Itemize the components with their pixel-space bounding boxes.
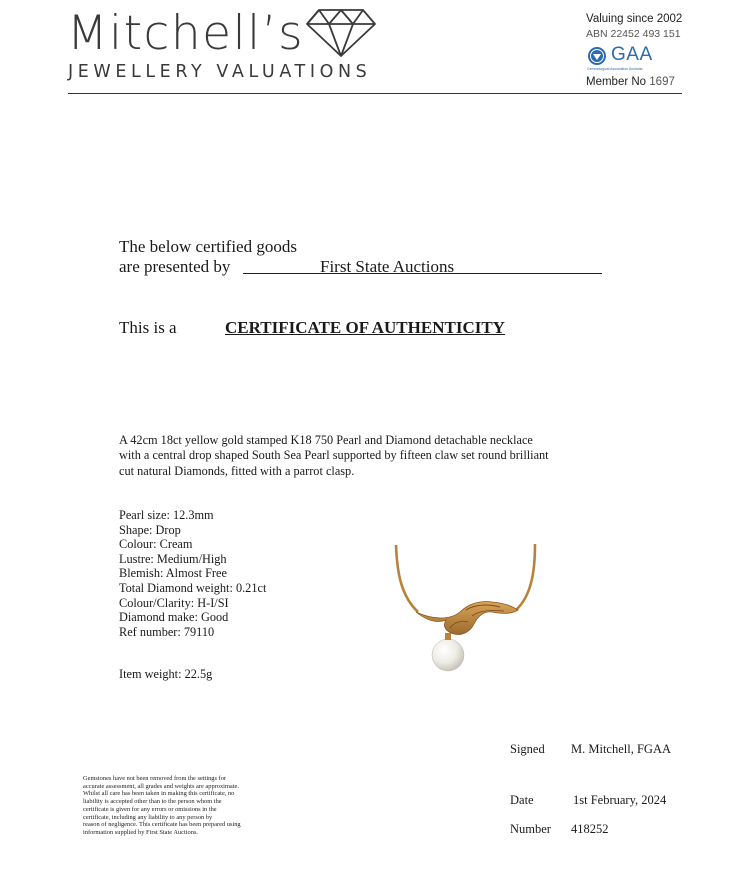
- diamond-logo-icon: [305, 8, 377, 58]
- date-value: 1st February, 2024: [573, 793, 667, 807]
- spec-colour-clarity: Colour/Clarity: H-I/SI: [119, 595, 229, 610]
- member-label: Member No: [586, 76, 650, 88]
- signed-value: M. Mitchell, FGAA: [571, 742, 671, 756]
- disclaimer-line: Gemstones have not been removed from the settings for: [83, 775, 227, 782]
- spec-ref-number: Ref number: 79110: [119, 624, 215, 639]
- member-number: [586, 76, 675, 88]
- disclaimer-line: information supplied by First State Auctions.: [83, 828, 199, 836]
- certificate-title: CERTIFICATE OF AUTHENTICITY: [225, 318, 505, 337]
- necklace-photo: [388, 540, 548, 680]
- intro-line-2: are presented by: [119, 257, 231, 276]
- date-label: Date: [510, 793, 534, 807]
- abn-number: ABN 22452 493 151: [586, 28, 681, 40]
- spec-diamond-weight: Total Diamond weight: 0.21ct: [119, 580, 267, 595]
- number-value: 418252: [571, 822, 609, 836]
- header-divider: [68, 93, 682, 94]
- presenter-name: First State Auctions: [320, 257, 455, 276]
- gaa-logo-text: GAA: [611, 44, 653, 65]
- spec-blemish: Blemish: Almost Free: [119, 566, 227, 581]
- brand-subtitle: JEWELLERY VALUATIONS: [68, 62, 372, 82]
- valuing-since: Valuing since 2002: [586, 13, 683, 25]
- disclaimer: [83, 775, 323, 837]
- member-number-value: 1697: [649, 76, 675, 88]
- disclaimer-line: liability is accepted other than to the person whom the: [83, 798, 222, 806]
- description-line: cut natural Diamonds, fitted with a parrot clasp.: [119, 463, 355, 478]
- brand-name: Mitchell’s: [67, 6, 305, 61]
- intro-line-1: The below certified goods: [119, 237, 297, 256]
- spec-diamond-make: Diamond make: Good: [119, 610, 229, 625]
- spec-colour: Colour: Cream: [119, 537, 193, 552]
- gaa-emblem-icon: [587, 46, 607, 66]
- disclaimer-line: reason of negligence. This certificate has been prepared using: [83, 821, 241, 829]
- item-description: [119, 433, 619, 479]
- disclaimer-line: accurate assessment, all grades and weights are approximate.: [83, 782, 239, 790]
- spec-lustre: Lustre: Medium/High: [119, 551, 227, 566]
- disclaimer-line: Whilst all care has been taken in making this certificate, no: [83, 790, 235, 798]
- disclaimer-line: certificate, including any liability to any person by: [83, 813, 213, 821]
- description-line: A 42cm 18ct yellow gold stamped K18 750 Pearl and Diamond detachable necklace: [119, 433, 533, 447]
- spec-pearl-size: Pearl size: 12.3mm: [119, 508, 214, 522]
- spec-shape: Shape: Drop: [119, 522, 181, 537]
- spec-list: [119, 508, 266, 639]
- certificate-prefix: This is a: [119, 318, 177, 337]
- gaa-full-name: Gemmological Association Australia: [587, 67, 643, 71]
- disclaimer-line: certificate is given for any errors or omissions in the: [83, 805, 217, 813]
- number-label: Number: [510, 822, 551, 836]
- signed-label: Signed: [510, 742, 545, 756]
- description-line: with a central drop shaped South Sea Pearl supported by fifteen claw set round brilliant: [119, 448, 549, 463]
- item-weight: Item weight: 22.5g: [119, 667, 213, 681]
